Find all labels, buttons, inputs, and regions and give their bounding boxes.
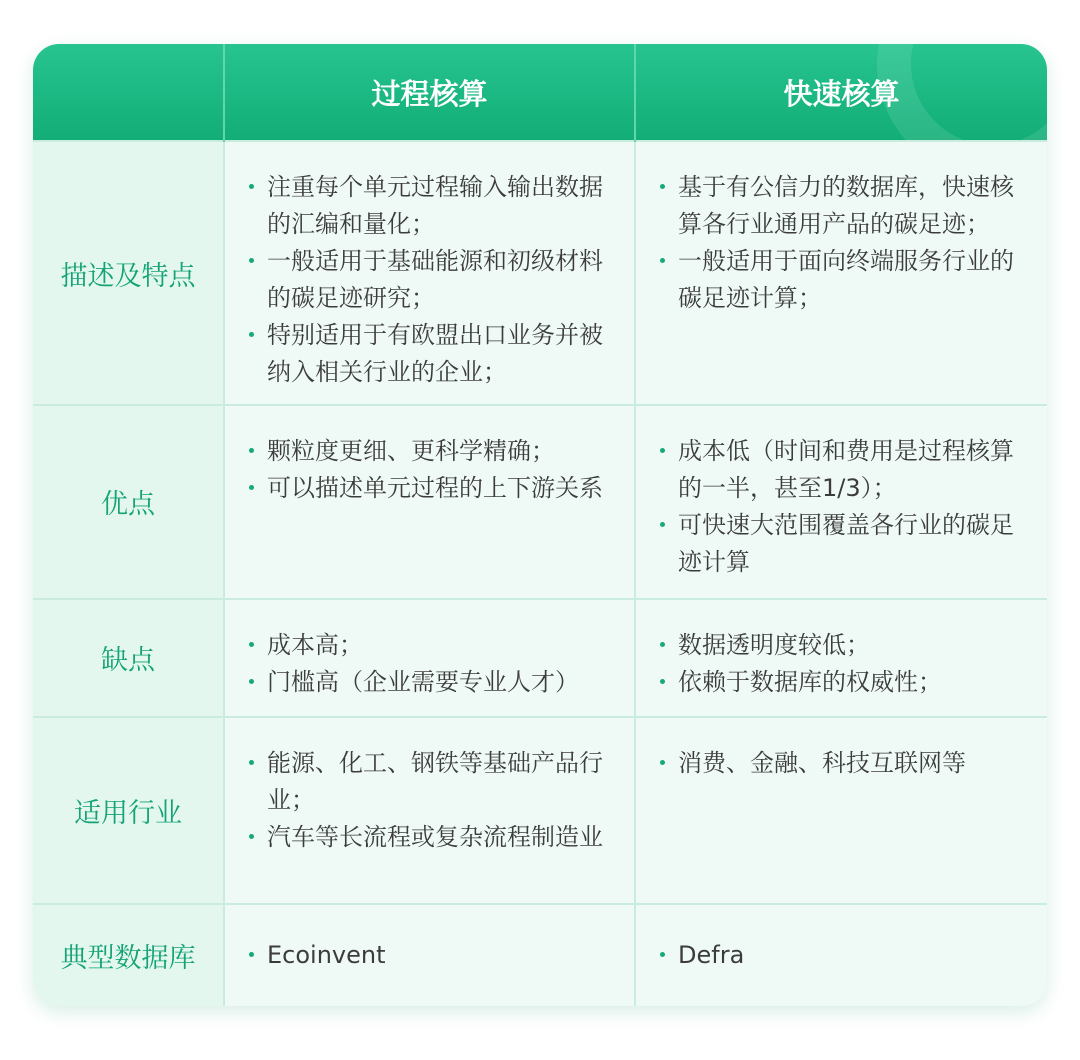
list-item [249, 664, 614, 701]
cell-process [224, 405, 635, 598]
list-item-text: 颗粒度更细、更科学精确； [267, 437, 555, 466]
list-item-text: 汽车等长流程或复杂流程制造业 [267, 822, 603, 851]
bullet-dot-icon [249, 448, 254, 453]
bullet-list [636, 718, 1047, 782]
list-item [249, 433, 614, 470]
bullet-dot-icon [249, 258, 254, 263]
bullet-dot-icon [249, 679, 254, 684]
header-corner-cell [33, 44, 224, 141]
list-item [249, 937, 614, 974]
bullet-list [636, 142, 1047, 317]
bullet-dot-icon [249, 485, 254, 490]
list-item-text: 基于有公信力的数据库，快速核算各行业通用产品的碳足迹； [678, 173, 1014, 238]
list-item-text: Defra [678, 940, 745, 969]
bullet-dot-icon [660, 258, 665, 263]
header-rapid-accounting [635, 44, 1047, 141]
row-label: 缺点 [33, 599, 224, 717]
cell-process [224, 904, 635, 1006]
bullet-dot-icon [249, 952, 254, 957]
list-item-text: 成本高； [267, 630, 363, 659]
list-item [249, 745, 614, 819]
list-item-text: 消费、金融、科技互联网等 [678, 748, 966, 777]
list-item [660, 169, 1027, 243]
table-row-disadvantages [33, 599, 1047, 717]
list-item [660, 937, 1027, 974]
bullet-list [225, 905, 634, 974]
list-item-text: 能源、化工、钢铁等基础产品行业； [267, 748, 603, 814]
list-item-text: 成本低（时间和费用是过程核算的一半，甚至1/3）； [678, 437, 1014, 503]
list-item [249, 317, 614, 391]
header-row [33, 44, 1047, 141]
list-item-text: 一般适用于基础能源和初级材料的碳足迹研究； [267, 247, 603, 312]
cell-process [224, 717, 635, 904]
list-item [660, 745, 1027, 782]
list-item-text: 数据透明度较低； [678, 630, 870, 659]
bullet-dot-icon [660, 760, 665, 765]
bullet-dot-icon [660, 522, 665, 527]
cell-rapid [635, 405, 1047, 598]
cell-process [224, 141, 635, 405]
row-label: 描述及特点 [33, 141, 224, 405]
list-item-text: 可快速大范围覆盖各行业的碳足迹计算 [678, 511, 1014, 577]
cell-process [224, 599, 635, 717]
list-item-text: 特别适用于有欧盟出口业务并被纳入相关行业的企业； [267, 321, 603, 386]
bullet-dot-icon [660, 184, 665, 189]
bullet-dot-icon [249, 834, 254, 839]
bullet-dot-icon [249, 760, 254, 765]
bullet-dot-icon [660, 448, 665, 453]
comparison-card [33, 44, 1047, 1006]
list-item-text: 注重每个单元过程输入输出数据的汇编和量化； [267, 173, 603, 238]
list-item [249, 243, 614, 317]
list-item [660, 664, 1027, 701]
bullet-list [225, 142, 634, 391]
list-item-text: Ecoinvent [267, 940, 386, 969]
comparison-table [33, 44, 1047, 1006]
cell-rapid [635, 599, 1047, 717]
list-item [249, 169, 614, 243]
row-label: 典型数据库 [33, 904, 224, 1006]
row-label: 优点 [33, 405, 224, 598]
table-row-databases [33, 904, 1047, 1006]
list-item-text: 依赖于数据库的权威性； [678, 667, 942, 696]
list-item-text: 可以描述单元过程的上下游关系 [267, 474, 603, 503]
list-item [249, 627, 614, 664]
list-item [249, 819, 614, 856]
list-item [660, 243, 1027, 317]
bullet-list [225, 600, 634, 701]
bullet-dot-icon [249, 642, 254, 647]
header-rapid-accounting-label: 快速核算 [783, 76, 900, 111]
list-item-text: 门槛高（企业需要专业人才） [267, 667, 579, 696]
bullet-dot-icon [660, 952, 665, 957]
cell-rapid [635, 904, 1047, 1006]
bullet-list [636, 905, 1047, 974]
list-item [660, 507, 1027, 581]
table-row-description [33, 141, 1047, 405]
header-process-accounting [224, 44, 635, 141]
table-row-industries [33, 717, 1047, 904]
bullet-dot-icon [660, 679, 665, 684]
decorative-ring [877, 44, 1047, 141]
cell-rapid [635, 141, 1047, 405]
bullet-list [225, 718, 634, 856]
list-item [249, 470, 614, 507]
list-item [660, 627, 1027, 664]
table-row-advantages [33, 405, 1047, 598]
bullet-list [636, 406, 1047, 581]
bullet-dot-icon [660, 642, 665, 647]
bullet-list [636, 600, 1047, 701]
header-process-accounting-label: 过程核算 [371, 76, 488, 111]
bullet-dot-icon [249, 332, 254, 337]
list-item-text: 一般适用于面向终端服务行业的碳足迹计算； [678, 247, 1014, 312]
bullet-dot-icon [249, 184, 254, 189]
bullet-list [225, 406, 634, 507]
cell-rapid [635, 717, 1047, 904]
list-item [660, 433, 1027, 507]
row-label: 适用行业 [33, 717, 224, 904]
